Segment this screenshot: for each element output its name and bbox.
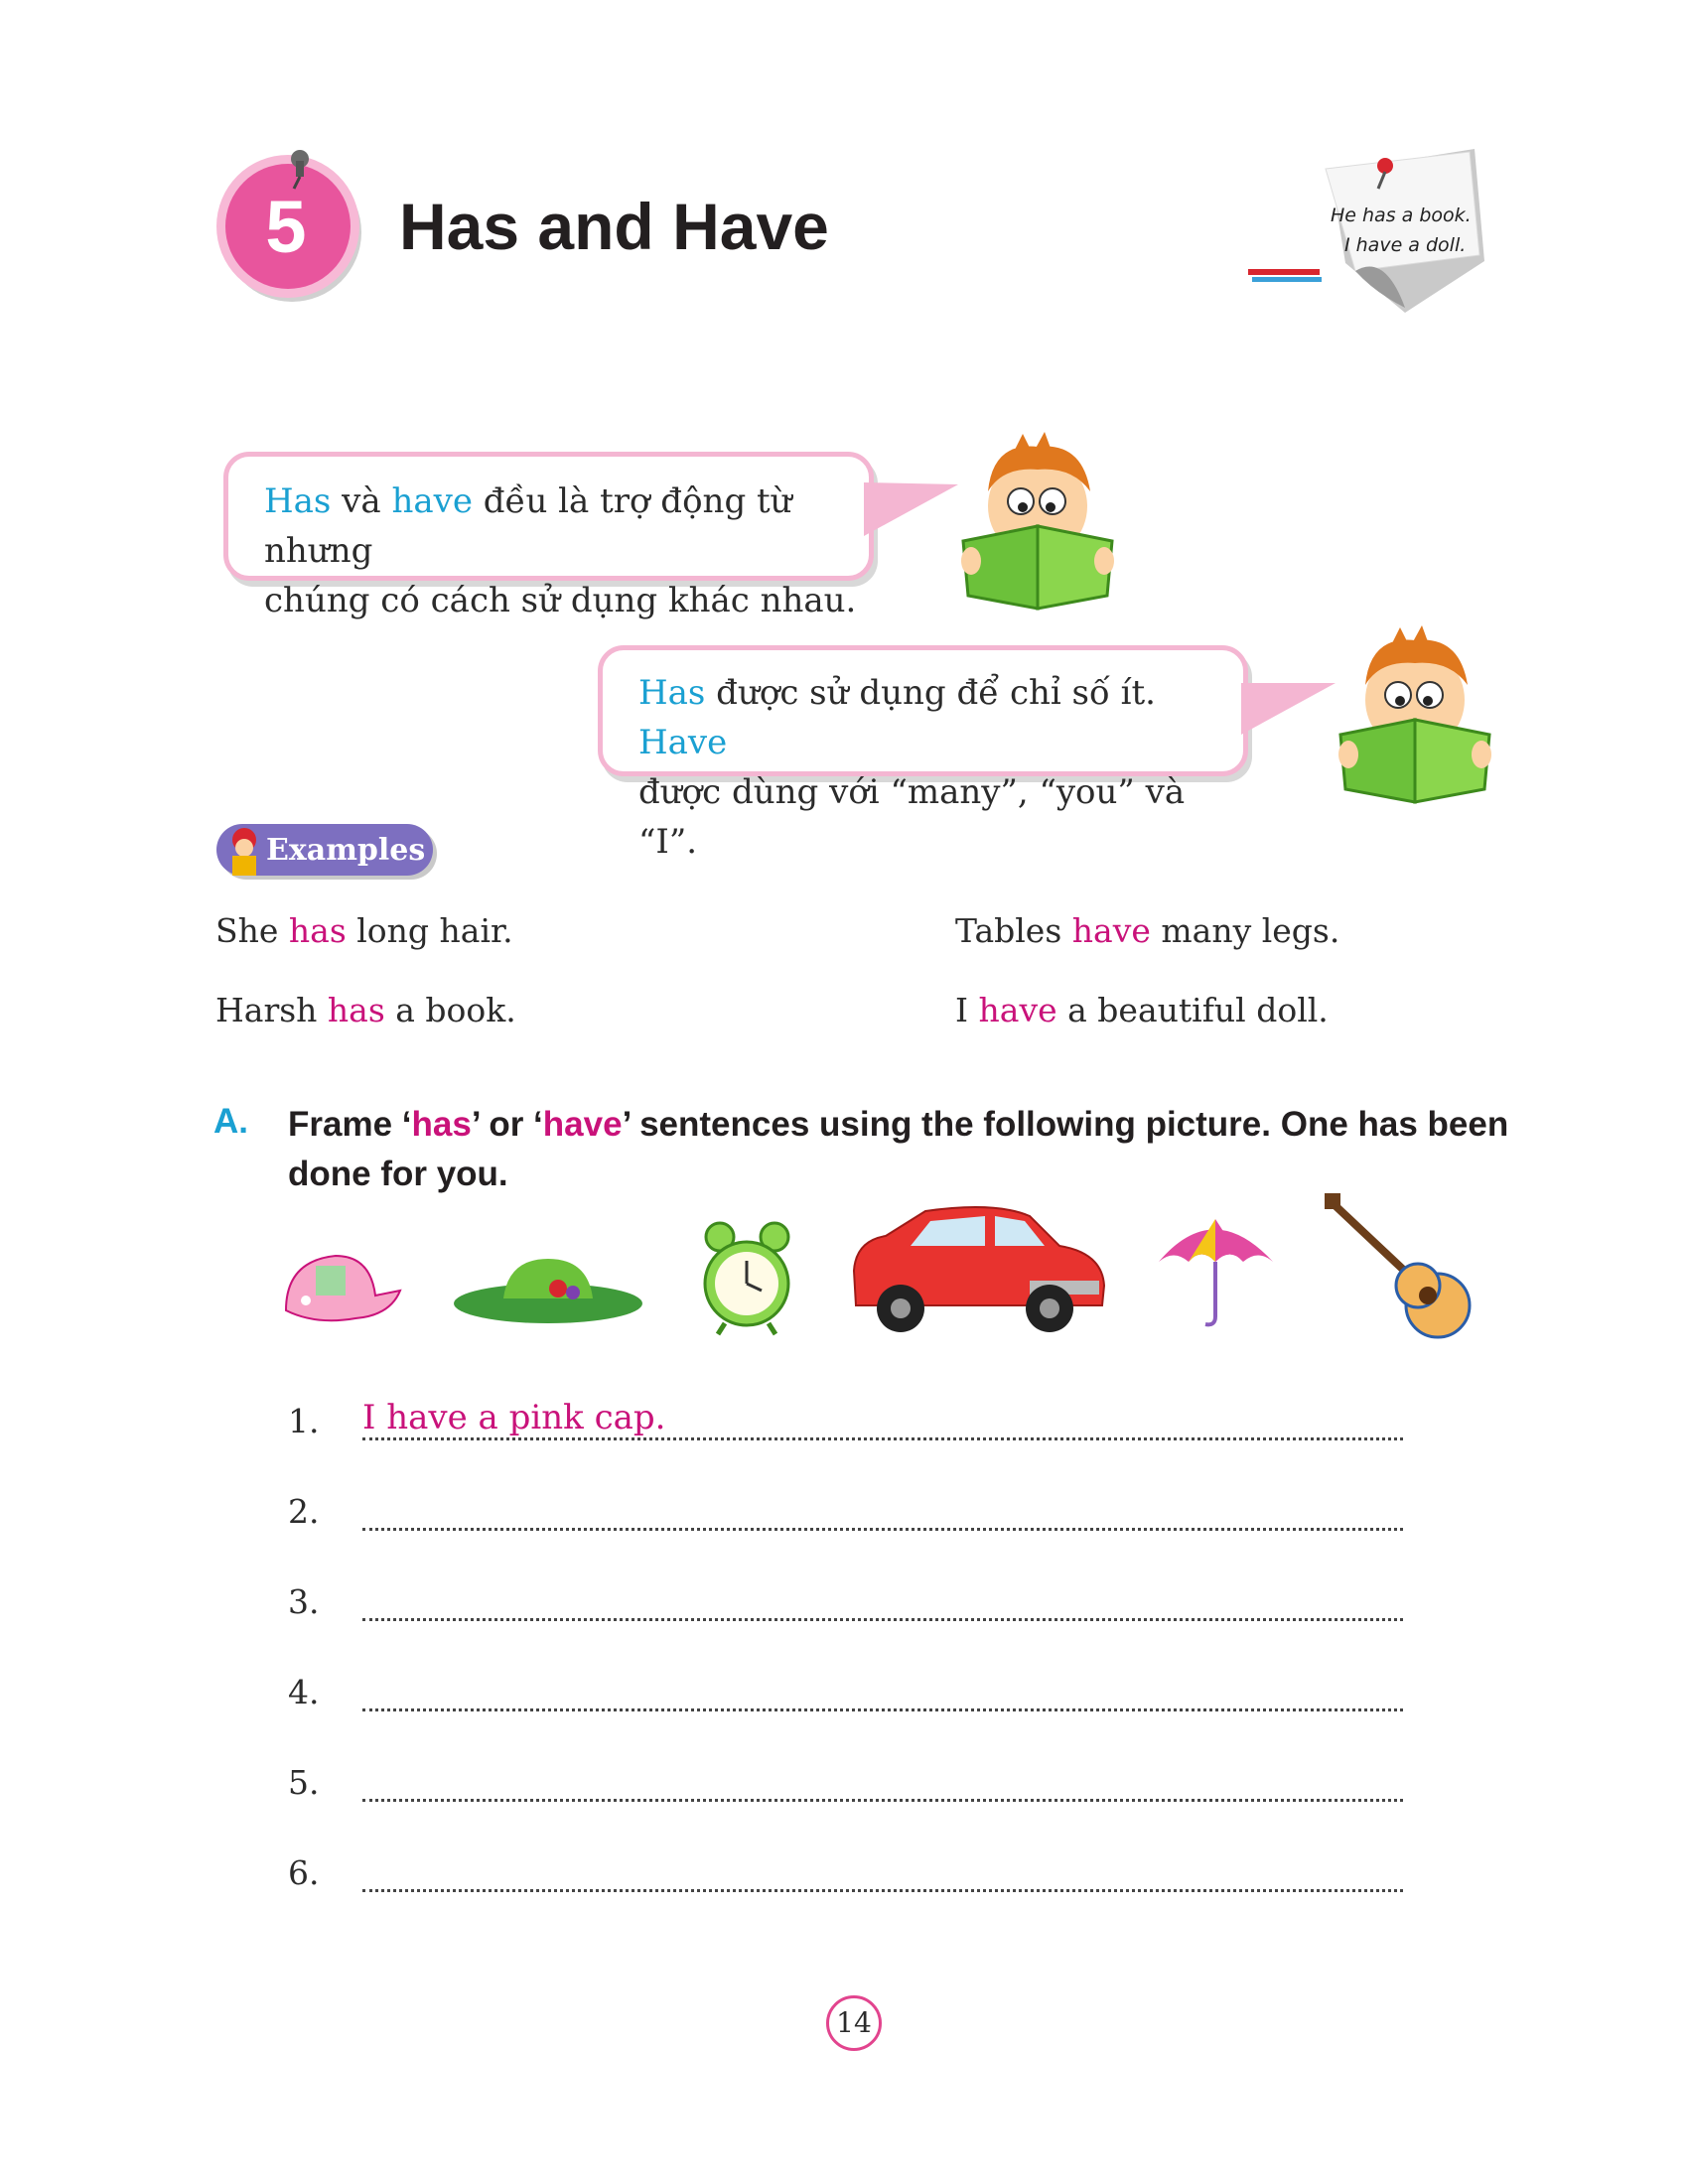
bubble-line	[264, 477, 869, 576]
pencil-icon	[1248, 269, 1322, 282]
keyword-has: Has	[264, 481, 332, 521]
umbrella-icon	[1154, 1207, 1278, 1331]
answer-line[interactable]	[362, 1528, 1403, 1531]
example-sentence: Tables have many legs.	[955, 911, 1340, 950]
line-number: 3.	[288, 1582, 320, 1621]
cap-icon	[276, 1241, 405, 1330]
keyword-have: Have	[638, 723, 728, 762]
example-sentence: I have a beautiful doll.	[955, 991, 1329, 1029]
alarm-clock-icon	[700, 1219, 794, 1336]
section-label: A.	[213, 1102, 248, 1141]
guitar-icon	[1321, 1191, 1479, 1340]
verb: have	[1071, 911, 1151, 950]
line-number: 4.	[288, 1673, 320, 1711]
verb: has	[327, 991, 385, 1029]
bubble-tail	[1241, 675, 1340, 745]
section-instruction: Frame ‘has’ or ‘have’ sentences using the following picture. One has been done for you.	[288, 1105, 1509, 1193]
note-line: I have a doll.	[1344, 234, 1467, 256]
bubble-line: được dùng với “many”, “you” và “I”.	[638, 772, 1186, 862]
line-number: 6.	[288, 1853, 320, 1892]
speech-bubble-1	[223, 452, 874, 620]
sticky-note-text	[1331, 201, 1472, 260]
page-title: Has and Have	[399, 190, 829, 263]
bubble-text: được sử dụng để chỉ số ít.	[705, 673, 1156, 713]
car-icon	[846, 1201, 1109, 1340]
examples-label	[216, 820, 440, 882]
verb: have	[978, 991, 1057, 1029]
boy-reading-icon	[1331, 625, 1499, 804]
examples-label-text: Examples	[266, 833, 426, 868]
line-number: 2.	[288, 1492, 320, 1531]
example-answer: I have a pink cap.	[362, 1398, 666, 1437]
bubble-line	[638, 668, 1243, 767]
answer-line[interactable]	[362, 1889, 1403, 1892]
answer-line[interactable]	[362, 1708, 1403, 1711]
bubble-line: chúng có cách sử dụng khác nhau.	[264, 581, 857, 620]
answer-line[interactable]	[362, 1437, 1403, 1440]
page-number: 14	[826, 1995, 882, 2051]
bubble-text: và	[331, 481, 392, 521]
verb: has	[288, 911, 347, 950]
answer-line[interactable]	[362, 1618, 1403, 1621]
lesson-number-badge	[211, 149, 365, 304]
answer-line[interactable]	[362, 1799, 1403, 1802]
hat-icon	[449, 1249, 647, 1328]
keyword-have: have	[391, 481, 473, 521]
svg-text:5: 5	[265, 186, 307, 268]
line-number: 5.	[288, 1763, 320, 1802]
bubble-tail	[864, 475, 963, 544]
boy-reading-icon	[953, 432, 1122, 611]
speech-bubble-2	[598, 645, 1248, 862]
example-sentence: She has long hair.	[215, 911, 513, 950]
line-number: 1.	[288, 1402, 320, 1440]
note-line: He has a book.	[1331, 205, 1472, 226]
example-sentence: Harsh has a book.	[215, 991, 516, 1029]
bubble-text: đều là trợ động từ nhưng	[264, 481, 792, 571]
keyword-has: Has	[638, 673, 706, 713]
